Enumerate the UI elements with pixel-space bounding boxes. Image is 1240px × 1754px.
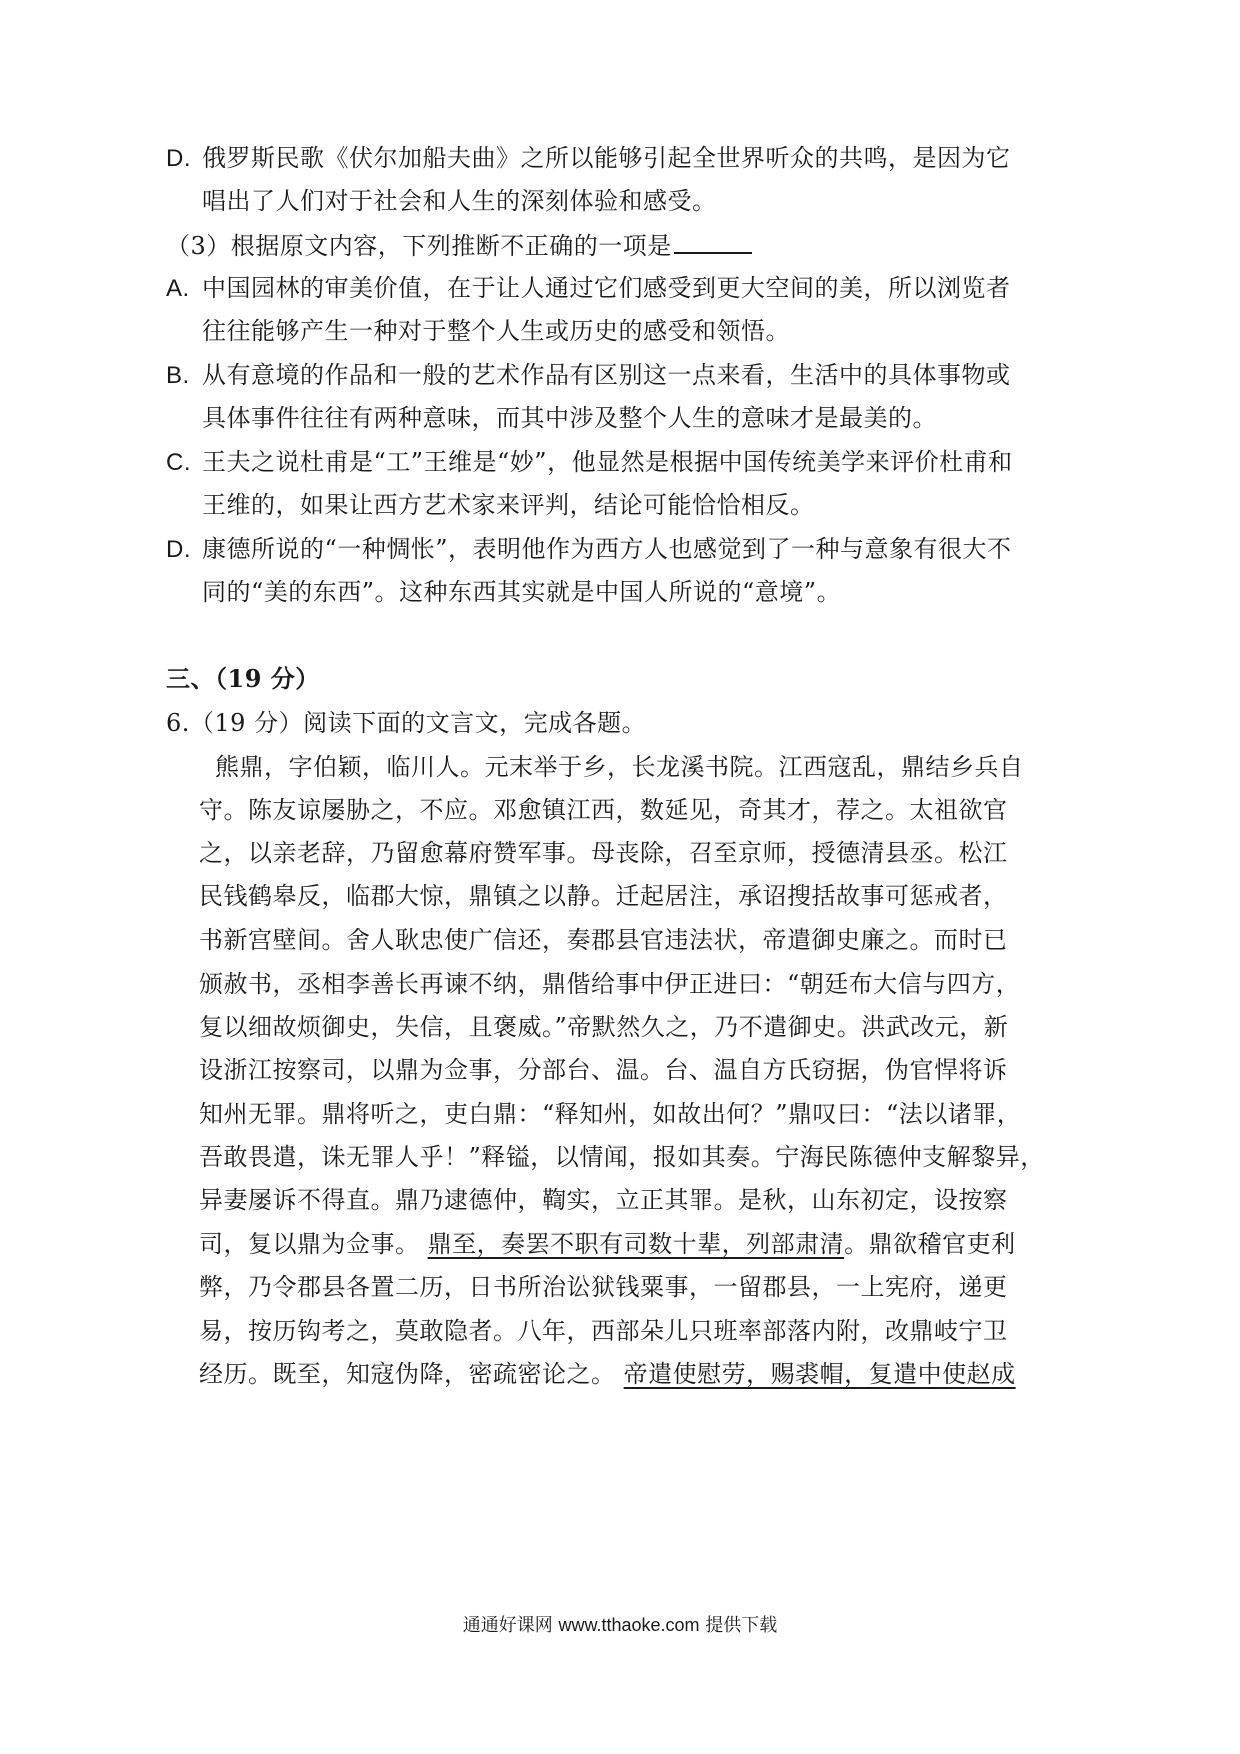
sub-question-3-stem: [166, 230, 752, 261]
option-text: 中国园林的审美价值，在于让人通过它们感受到更大空间的美，所以浏览者: [202, 274, 1011, 302]
passage-line: 设浙江按察司，以鼎为佥事，分部台、温。台、温自方氏窃据，伪官悍将诉: [199, 1056, 1008, 1084]
passage-line: 易，按历钩考之，莫敢隐者。八年，西部朵儿只班率部落内附，改鼎岐宁卫: [199, 1317, 1008, 1345]
option-text: 从有意境的作品和一般的艺术作品有区别这一点来看，生活中的具体事物或: [202, 361, 1011, 389]
option-label: A.: [166, 275, 190, 302]
option-text: 王夫之说杜甫是“工”王维是“妙”，他显然是根据中国传统美学来评价杜甫和: [202, 448, 1013, 476]
passage-line: 知州无罪。鼎将听之，吏白鼎：“释知州，如故出何？”鼎叹曰：“法以诸罪，: [199, 1100, 1022, 1128]
sub-question-text: （3）根据原文内容，下列推断不正确的一项是: [166, 232, 672, 260]
passage-line: 弊，乃令郡县各置二历，日书所治讼狱钱粟事，一留郡县，一上宪府，递更: [199, 1273, 1008, 1301]
passage-line: 吾敢畏遣，诛无罪人乎！”释镒，以情闻，报如其奏。宁海民陈德仲支解黎异，: [199, 1143, 1045, 1171]
passage-line: 民钱鹤皋反，临郡大惊，鼎镇之以静。迁起居注，承诏搜括故事可惩戒者，: [199, 882, 1008, 910]
passage-text: 。鼎欲稽官吏利: [844, 1230, 1016, 1258]
footer-url[interactable]: www.tthaoke.com: [558, 1615, 700, 1635]
option-d2-line-2: 同的“美的东西”。这种东西其实就是中国人所说的“意境”。: [202, 578, 842, 606]
passage-line: 之，以亲老辞，乃留愈幕府赞军事。母丧除，召至京师，授德清县丞。松江: [199, 839, 1008, 867]
passage-line: 颁赦书，丞相李善长再谏不纳，鼎偕给事中伊正进曰：“朝廷布大信与四方，: [199, 970, 1021, 998]
passage-text: 经历。既至，知寇伪降，密疏密论之。: [199, 1360, 616, 1388]
underlined-sentence: 鼎至，奏罢不职有司数十辈，列部肃清: [427, 1230, 845, 1258]
option-c-line-1: [166, 447, 1013, 478]
passage-line: 异妻屡诉不得直。鼎乃逮德仲，鞫实，立正其罪。是秋，山东初定，设按察: [199, 1186, 1008, 1214]
option-label: B.: [166, 362, 190, 389]
passage-line: 熊鼎，字伯颖，临川人。元末举于乡，长龙溪书院。江西寇乱，鼎结乡兵自: [215, 753, 1024, 781]
passage-line: 复以细故烦御史，失信，且褒威。”帝默然久之，乃不遣御史。洪武改元，新: [199, 1013, 1009, 1041]
page-footer: [0, 1613, 1240, 1638]
section-heading: 三、（19 分）: [166, 664, 320, 693]
passage-line: 守。陈友谅屡胁之，不应。邓愈镇江西，数延见，奇其才，荐之。太祖欲官: [199, 796, 1008, 824]
option-label: D.: [166, 536, 191, 563]
option-a-line-1: [166, 273, 1011, 304]
option-a-line-2: 往往能够产生一种对于整个人生或历史的感受和领悟。: [202, 317, 790, 345]
option-d-line-1: [166, 143, 1011, 174]
passage-line: [199, 1359, 1016, 1389]
option-d2-line-1: [166, 534, 1012, 565]
passage-line: 书新宫壁间。舍人耿忠使广信还，奏郡县官违法状，帝遣御史廉之。而时已: [199, 926, 1008, 954]
option-b-line-2: 具体事件往往有两种意味，而其中涉及整个人生的意味才是最美的。: [202, 404, 937, 432]
option-d-line-2: 唱出了人们对于社会和人生的深刻体验和感受。: [202, 187, 717, 215]
footer-suffix: 提供下载: [705, 1615, 778, 1636]
passage-line: [199, 1229, 1016, 1259]
option-text: 俄罗斯民歌《伏尔加船夫曲》之所以能够引起全世界听众的共鸣，是因为它: [202, 144, 1011, 172]
option-label: D.: [166, 145, 191, 172]
option-c-line-2: 王维的，如果让西方艺术家来评判，结论可能恰恰相反。: [202, 491, 815, 519]
option-label: C.: [166, 449, 191, 476]
question-6-stem: 6.（19 分）阅读下面的文言文，完成各题。: [166, 709, 647, 737]
answer-blank: [674, 230, 752, 254]
footer-site-name: 通通好课网: [462, 1615, 553, 1636]
option-text: 康德所说的“一种惆怅”，表明他作为西方人也感觉到了一种与意象有很大不: [202, 535, 1012, 563]
passage-text: 司，复以鼎为佥事。: [199, 1230, 420, 1258]
underlined-sentence: 帝遣使慰劳，赐裘帽，复遣中使赵成: [623, 1360, 1016, 1388]
option-b-line-1: [166, 360, 1011, 391]
